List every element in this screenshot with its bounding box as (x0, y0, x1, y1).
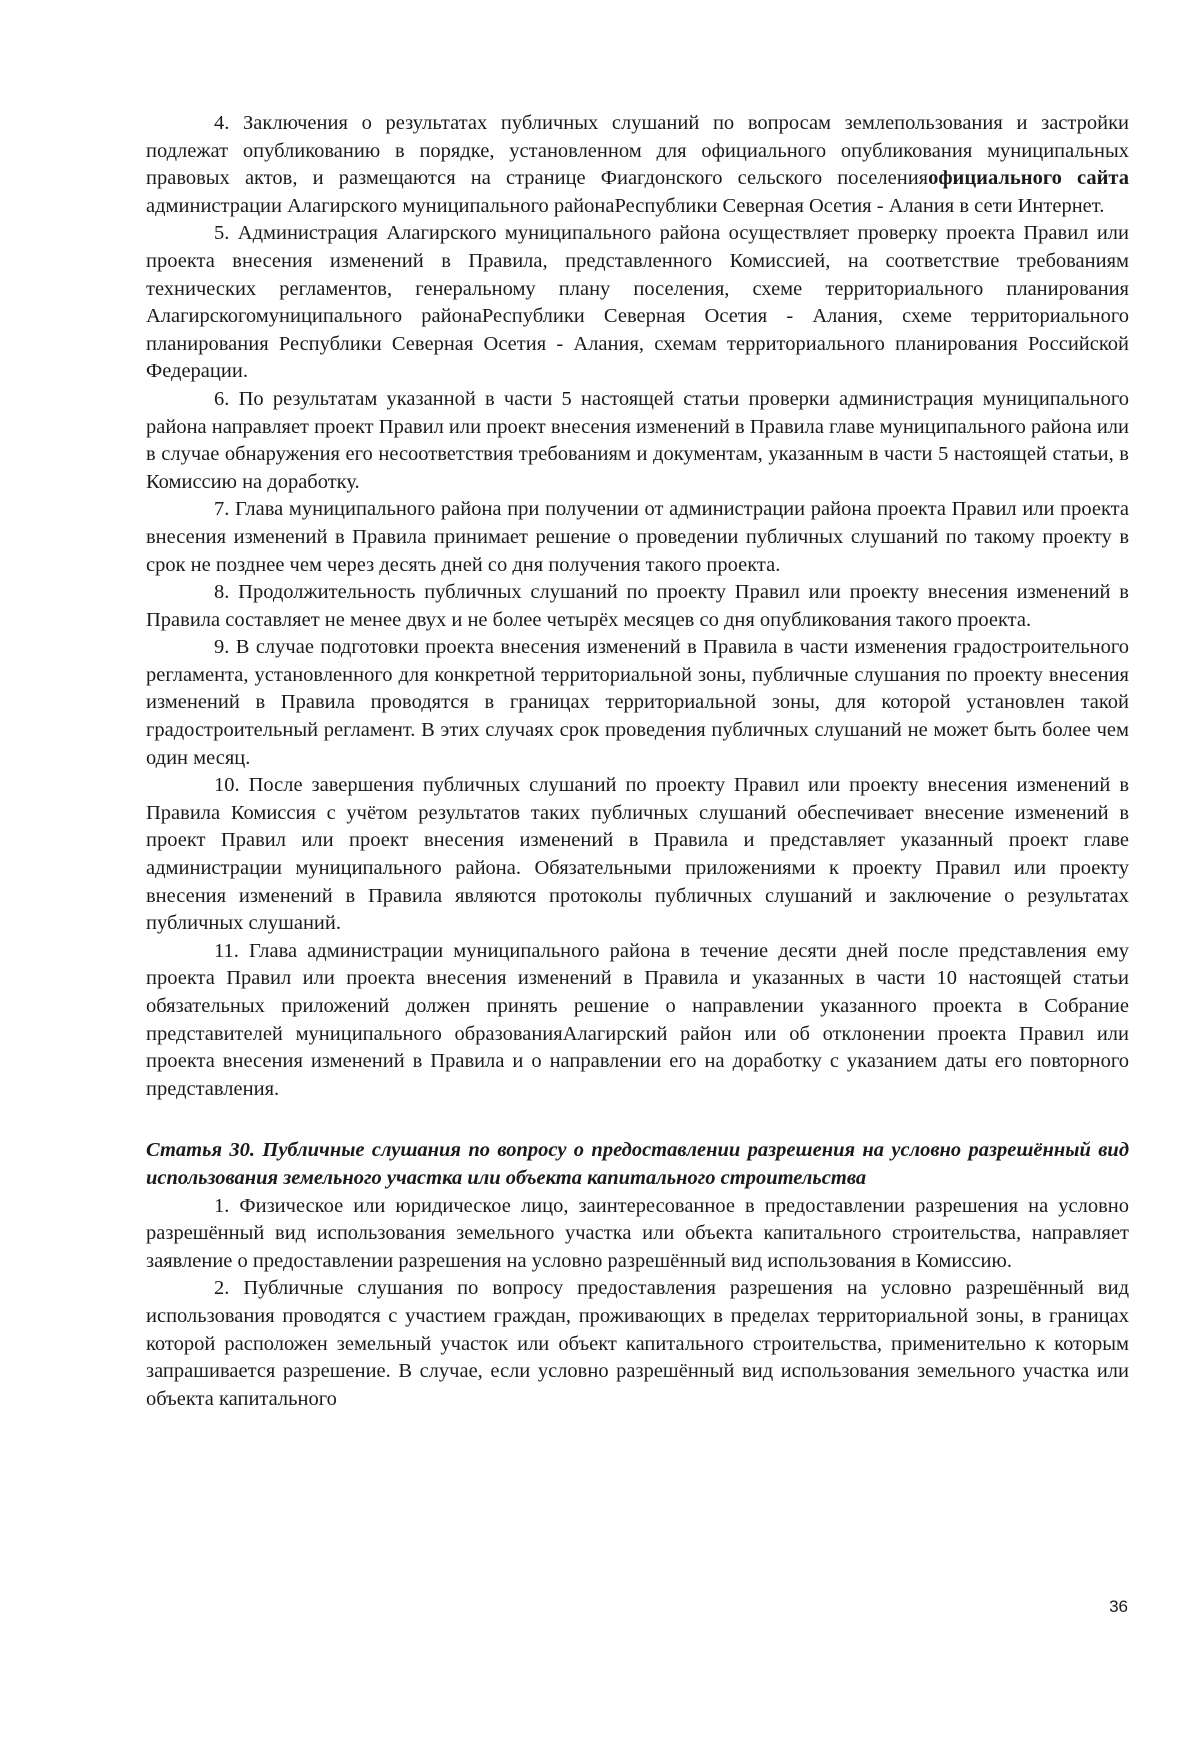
paragraph-11: 11. Глава администрации муниципального района в течение десяти дней после представления ему проекта Правил или проекта внесения изменений в Правила и указанных в части 10 настоящей статьи обязательных приложений должен принять решение о направлении указанного проекта в Собрание представителей муниципального образованияАлагирский район или об отклонении проекта Правил или проекта внесения изменений в Правила и о направлении его на доработку с указанием даты его повторного представления. (146, 939, 1129, 1100)
article-30-heading: Статья 30. Публичные слушания по вопросу о предоставлении разрешения на условно разрешённый вид использования земельного участка или объекта капитального строительства (146, 1139, 1129, 1189)
paragraph-9: 9. В случае подготовки проекта внесения изменений в Правила в части изменения градостроительного регламента, установленного для конкретной территориальной зоны, публичные слушания по проекту внесения изменений в Правила проводятся в границах территориальной зоны, для которой установлен такой градостроительный регламент. В этих случаях срок проведения публичных слушаний не может быть более чем один месяц. (146, 636, 1129, 769)
paragraph-6: 6. По результатам указанной в части 5 настоящей статьи проверки администрация муниципального района направляет проект Правил или проект внесения изменений в Правила главе муниципального района или в случае обнаружения его несоответствия требованиям и документам, указанным в части 5 настоящей статьи, в Комиссию на доработку. (146, 387, 1129, 493)
paragraph-8: 8. Продолжительность публичных слушаний по проекту Правил или проекту внесения изменений в Правила составляет не менее двух и не более четырёх месяцев со дня опубликования такого проекта. (146, 581, 1129, 631)
page-number: 36 (1109, 1597, 1128, 1616)
paragraph-10: 10. После завершения публичных слушаний по проекту Правил или проекту внесения изменений в Правила Комиссия с учётом результатов таких публичных слушаний обеспечивает внесение изменений в проект Правил или проект внесения изменений в Правила и представляет указанный проект главе администрации муниципального района. Обязательными приложениями к проекту Правил или проекту внесения изменений в Правила являются протоколы публичных слушаний и заключение о результатах публичных слушаний. (146, 774, 1129, 935)
paragraph-4-bold-text: официального сайта (928, 167, 1129, 190)
document-page (146, 110, 1129, 1413)
article-30-paragraph-1: 1. Физическое или юридическое лицо, заинтересованное в предоставлении разрешения на условно разрешённый вид использования земельного участка или объекта капитального строительства, направляет заявление о предоставлении разрешения на условно разрешённый вид использования в Комиссию. (146, 1194, 1129, 1272)
paragraph-4-text-start: 4. Заключения о результатах публичных слушаний по вопросам землепользования и застройки подлежат опубликованию в порядке, установленном для официального опубликования муниципальных правовых актов, и размещаются на странице Фиагдонского сельского поселения (146, 112, 1129, 190)
article-30-paragraph-2: 2. Публичные слушания по вопросу предоставления разрешения на условно разрешённый вид использования проводятся с участием граждан, проживающих в пределах территориальной зоны, в границах которой расположен земельный участок или объект капитального строительства, применительно к которым запрашивается разрешение. В случае, если условно разрешённый вид использования земельного участка или объекта капитального (146, 1277, 1129, 1410)
paragraph-5: 5. Администрация Алагирского муниципального района осуществляет проверку проекта Правил или проекта внесения изменений в Правила, представленного Комиссией, на соответствие требованиям технических регламентов, генеральному плану поселения, схеме территориального планирования Алагирскогомуниципального районаРеспублики Северная Осетия - Алания, схеме территориального планирования Республики Северная Осетия - Алания, схемам территориального планирования Российской Федерации. (146, 222, 1129, 383)
paragraph-7: 7. Глава муниципального района при получении от администрации района проекта Правил или проекта внесения изменений в Правила принимает решение о проведении публичных слушаний по такому проекту в срок не позднее чем через десять дней со дня получения такого проекта. (146, 498, 1129, 576)
paragraph-4 (146, 110, 1129, 220)
paragraph-4-text-end: администрации Алагирского муниципального районаРеспублики Северная Осетия - Алания в сети Интернет. (146, 194, 1105, 217)
